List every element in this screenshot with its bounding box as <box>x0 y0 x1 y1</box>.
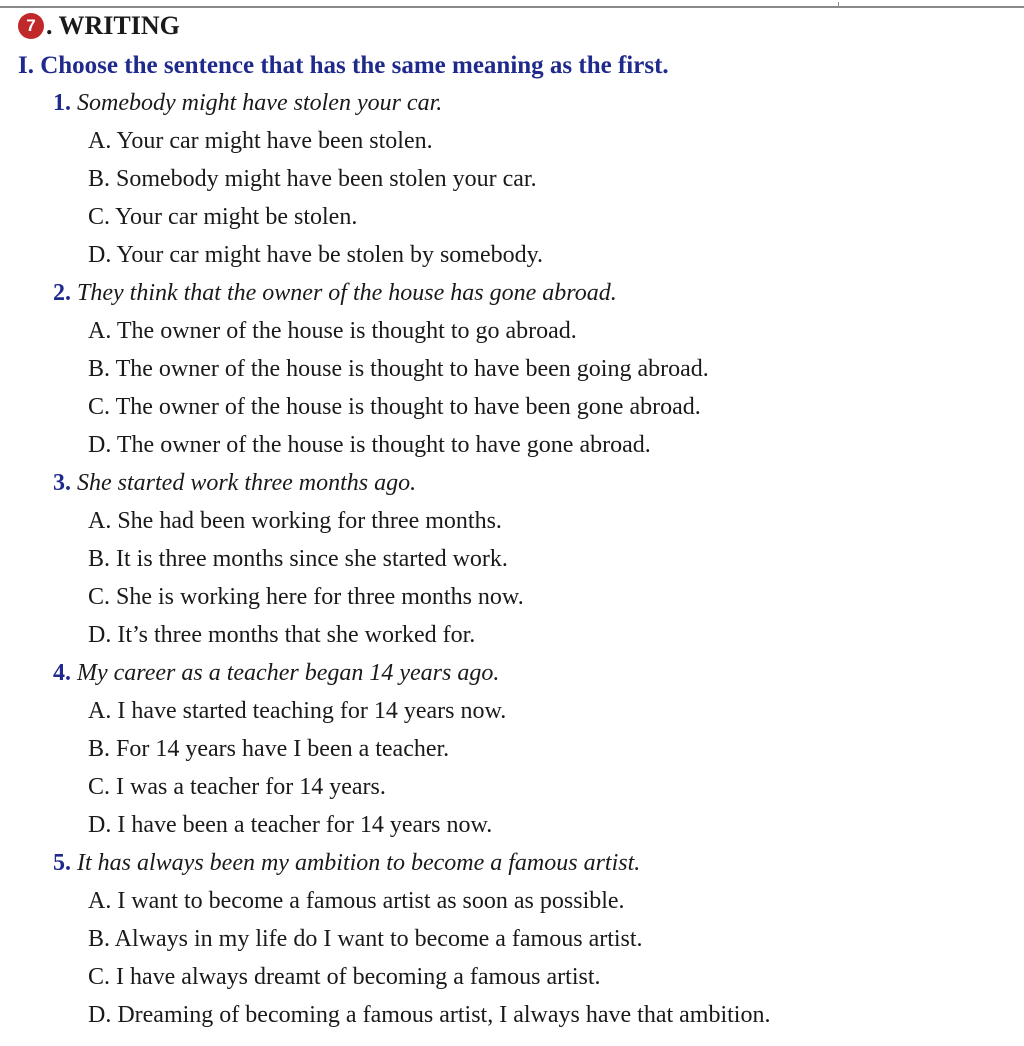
option-d: D. Your car might have be stolen by somebody. <box>88 242 544 268</box>
number-badge: 7 <box>18 13 44 39</box>
question-number: 2. <box>53 280 71 306</box>
question-1 <box>0 84 1024 274</box>
question-2 <box>0 274 1024 464</box>
question-5 <box>0 844 1024 1034</box>
option-b: B. It is three months since she started work. <box>88 546 508 572</box>
question-number: 3. <box>53 470 71 496</box>
heading-title: . WRITING <box>46 11 180 40</box>
option-a: A. She had been working for three months. <box>88 508 502 534</box>
question-text: My career as a teacher began 14 years ago. <box>77 660 500 686</box>
question-prompt <box>0 274 1024 312</box>
option-a: A. Your car might have been stolen. <box>88 128 433 154</box>
question-prompt <box>0 844 1024 882</box>
option-c: C. Your car might be stolen. <box>88 204 358 230</box>
option-d: D. Dreaming of becoming a famous artist, I always have that ambition. <box>88 1002 771 1028</box>
option-b: B. For 14 years have I been a teacher. <box>88 736 450 762</box>
question-number: 1. <box>53 90 71 116</box>
question-3 <box>0 464 1024 654</box>
option-c: C. I was a teacher for 14 years. <box>88 774 386 800</box>
section-title: I. Choose the sentence that has the same meaning as the first. <box>18 52 669 79</box>
question-list <box>0 84 1024 1034</box>
option-a: A. I want to become a famous artist as soon as possible. <box>88 888 625 914</box>
question-text: She started work three months ago. <box>77 470 417 496</box>
question-prompt <box>0 464 1024 502</box>
option-d: D. It’s three months that she worked for. <box>88 622 476 648</box>
option-c: C. She is working here for three months now. <box>88 584 524 610</box>
writing-heading <box>18 10 180 42</box>
top-rule-tick <box>838 2 839 8</box>
question-text: It has always been my ambition to become a famous artist. <box>77 850 641 876</box>
option-b: B. Somebody might have been stolen your car. <box>88 166 537 192</box>
option-a: A. The owner of the house is thought to go abroad. <box>88 318 577 344</box>
question-text: Somebody might have stolen your car. <box>77 90 443 116</box>
cropped-next-line <box>18 1040 618 1046</box>
top-rule <box>0 6 1024 8</box>
question-prompt <box>0 654 1024 692</box>
option-b: B. Always in my life do I want to become a famous artist. <box>88 926 643 952</box>
question-text: They think that the owner of the house has gone abroad. <box>77 280 617 306</box>
option-d: D. The owner of the house is thought to have gone abroad. <box>88 432 651 458</box>
option-c: C. The owner of the house is thought to have been gone abroad. <box>88 394 701 420</box>
question-number: 4. <box>53 660 71 686</box>
question-4 <box>0 654 1024 844</box>
question-number: 5. <box>53 850 71 876</box>
option-d: D. I have been a teacher for 14 years now. <box>88 812 493 838</box>
question-prompt <box>0 84 1024 122</box>
option-a: A. I have started teaching for 14 years now. <box>88 698 507 724</box>
option-b: B. The owner of the house is thought to have been going abroad. <box>88 356 709 382</box>
option-c: C. I have always dreamt of becoming a famous artist. <box>88 964 601 990</box>
